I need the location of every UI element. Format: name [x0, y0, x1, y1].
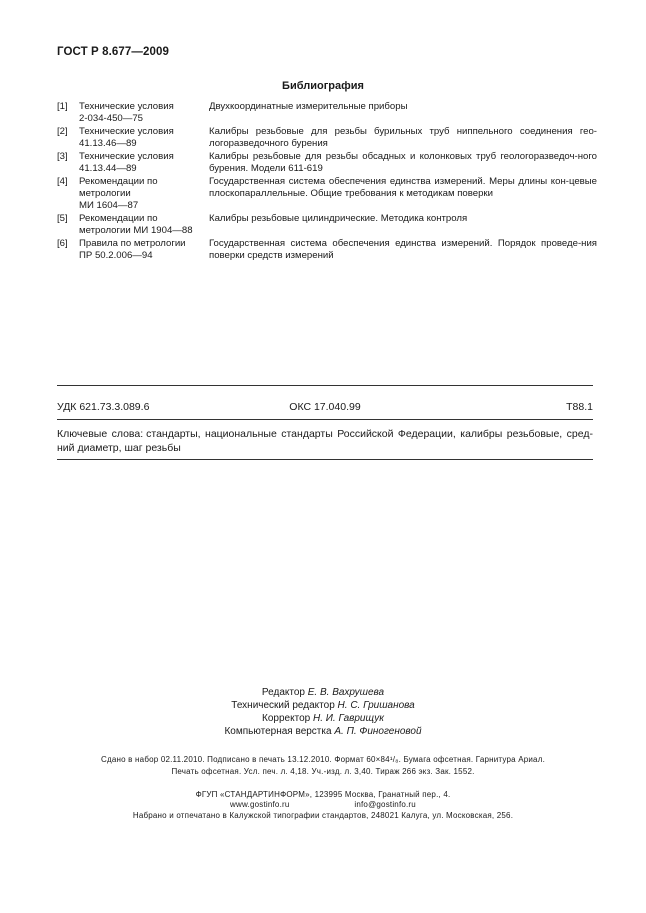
bibliography-item — [57, 126, 597, 150]
bibliography-number: [2] — [57, 126, 68, 137]
bibliography-document: Правила по метрологии ПР 50.2.006—94 — [79, 238, 186, 261]
credit-role: Корректор — [262, 713, 311, 724]
publisher-contacts — [0, 800, 646, 809]
keywords — [57, 427, 593, 455]
bibliography-number: [3] — [57, 151, 68, 162]
bibliography-document: Технические условия 2-034-450—75 — [79, 101, 174, 124]
bibliography-item — [57, 238, 597, 262]
bibliography-item-title: Государственная система обеспечения единства измерений. Меры длины кон-цевые плоскопараллельные. Общие требования к методикам поверки — [209, 176, 597, 199]
keywords-label: Ключевые слова: — [57, 428, 144, 440]
bibliography-item — [57, 176, 597, 212]
divider-bottom — [57, 459, 593, 460]
bibliography-item-title: Двухкоординатные измерительные приборы — [209, 101, 408, 112]
credit-person: Е. В. Вахрушева — [307, 687, 385, 698]
publisher-email[interactable]: info@gostinfo.ru — [354, 800, 416, 809]
keywords-text: стандарты, национальные стандарты Российской Федерации, калибры резьбовые, сред-ний диаметр, шаг резьбы — [57, 428, 593, 454]
bibliography-item-title: Калибры резьбовые для резьбы бурильных труб ниппельного соединения гео-логоразведочного бурения — [209, 126, 597, 149]
bibliography-document: Технические условия 41.13.46—89 — [79, 126, 174, 149]
credit-person: А. П. Финогеновой — [334, 726, 422, 737]
credit-line — [0, 712, 646, 725]
udk-code: УДК 621.73.3.089.6 — [57, 401, 150, 413]
bibliography-item — [57, 151, 597, 175]
bibliography-document: Рекомендации по метрологии МИ 1904—88 — [79, 213, 193, 236]
bibliography-item — [57, 213, 597, 237]
credit-role: Редактор — [261, 687, 305, 698]
credit-line — [0, 686, 646, 699]
standard-header: ГОСТ Р 8.677—2009 — [57, 46, 169, 58]
divider-top — [57, 385, 593, 386]
bibliography-number: [1] — [57, 101, 68, 112]
bibliography-title: Библиография — [282, 80, 364, 92]
bibliography-item-title: Калибры резьбовые для резьбы обсадных и колонковых труб геологоразведоч-ного бурения. Модели 611-619 — [209, 151, 597, 174]
oks-code: ОКС 17.040.99 — [289, 401, 361, 413]
credit-line — [0, 699, 646, 712]
divider-middle — [57, 419, 593, 420]
imprint-line-2: Печать офсетная. Усл. печ. л. 4,18. Уч.-изд. л. 3,40. Тираж 266 экз. Зак. 1552. — [171, 767, 475, 776]
bibliography-item-title: Государственная система обеспечения единства измерений. Порядок проведе-ния поверки средств измерений — [209, 238, 597, 261]
credit-role: Технический редактор — [231, 700, 335, 711]
credit-role: Компьютерная верстка — [224, 726, 332, 737]
publisher-line-3: Набрано и отпечатано в Калужской типографии стандартов, 248021 Калуга, ул. Московская, 256. — [132, 811, 514, 820]
bibliography-number: [5] — [57, 213, 68, 224]
credit-person: Н. С. Гришанова — [337, 700, 415, 711]
publisher-line-1: ФГУП «СТАНДАРТИНФОРМ», 123995 Москва, Гранатный пер., 4. — [195, 790, 451, 799]
credit-person: Н. И. Гаврищук — [312, 713, 384, 724]
publisher-website[interactable]: www.gostinfo.ru — [230, 800, 290, 809]
category-code: Т88.1 — [566, 401, 593, 413]
bibliography-item — [57, 101, 597, 125]
credits — [0, 686, 646, 738]
bibliography-list — [57, 101, 597, 263]
credit-line — [0, 725, 646, 738]
bibliography-number: [4] — [57, 176, 68, 187]
bibliography-number: [6] — [57, 238, 68, 249]
bibliography-document: Технические условия 41.13.44—89 — [79, 151, 174, 174]
imprint-line-1: Сдано в набор 02.11.2010. Подписано в печать 13.12.2010. Формат 60×84¹/₈. Бумага офсетная. Гарнитура Ариал. — [101, 755, 545, 764]
bibliography-document: Рекомендации по метрологии МИ 1604—87 — [79, 176, 158, 211]
bibliography-item-title: Калибры резьбовые цилиндрические. Методика контроля — [209, 213, 468, 224]
